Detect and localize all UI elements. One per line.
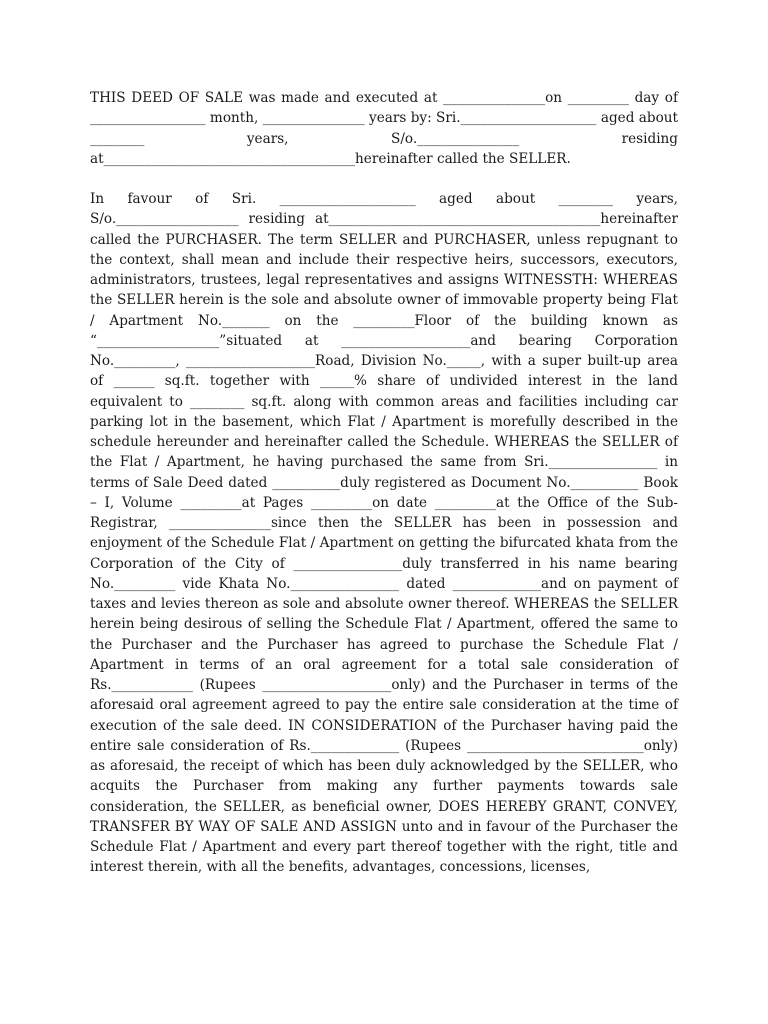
deed-opening-paragraph: THIS DEED OF SALE was made and executed at _______________on _________ day of _________________ month, _______________ years by: Sri.____________________ aged about ________ years, S/o._______________ residing at_____________________________________hereinafter called the SELLER. (90, 90, 678, 167)
deed-main-paragraph: In favour of Sri. ____________________ aged about ________ years, S/o.__________________ residing at________________________________________hereinafter called the PURCHASER. The term SELLER and PURCHASER, unless repugnant to the context, shall mean and include their respective heirs, successors, executors, administrators, trustees, legal representatives and assigns WITNESSTH: WHEREAS the SELLER herein is the sole and absolute owner of immovable property being Flat / Apartment No._______ on the _________Floor of the building known as “__________________”situated at ___________________and bearing Corporation No._________, ___________________Road, Division No._____, with a super built-up area of ______ sq.ft. together with _____% share of undivided interest in the land equivalent to ________ sq.ft. along with common areas and facilities including car parking lot in the basement, which Flat / Apartment is morefully described in the schedule hereunder and hereinafter called the Schedule. WHEREAS the SELLER of the Flat / Apartment, he having purchased the same from Sri.________________ in terms of Sale Deed dated __________duly registered as Document No.__________ Book – I, Volume _________at Pages _________on date _________at the Office of the Sub-Registrar, _______________since then the SELLER has been in possession and enjoyment of the Schedule Flat / Apartment on getting the bifurcated khata from the Corporation of the City of ________________duly transferred in his name bearing No._________ vide Khata No.________________ dated _____________and on payment of taxes and levies thereon as sole and absolute owner thereof. WHEREAS the SELLER herein being desirous of selling the Schedule Flat / Apartment, offered the same to the Purchaser and the Purchaser has agreed to purchase the Schedule Flat / Apartment in terms of an oral agreement for a total sale consideration of Rs.____________ (Rupees ___________________only) and the Purchaser in terms of the aforesaid oral agreement agreed to pay the entire sale consideration at the time of execution of the sale deed. IN CONSIDERATION of the Purchaser having paid the entire sale consideration of Rs._____________ (Rupees __________________________only) as aforesaid, the receipt of which has been duly acknowledged by the SELLER, who acquits the Purchaser from making any further payments towards sale consideration, the SELLER, as beneficial owner, DOES HEREBY GRANT, CONVEY, TRANSFER BY WAY OF SALE AND ASSIGN unto and in favour of the Purchaser the Schedule Flat / Apartment and every part thereof together with the right, title and interest therein, with all the benefits, advantages, concessions, licenses, (90, 191, 678, 876)
deed-of-sale-document (90, 88, 678, 878)
